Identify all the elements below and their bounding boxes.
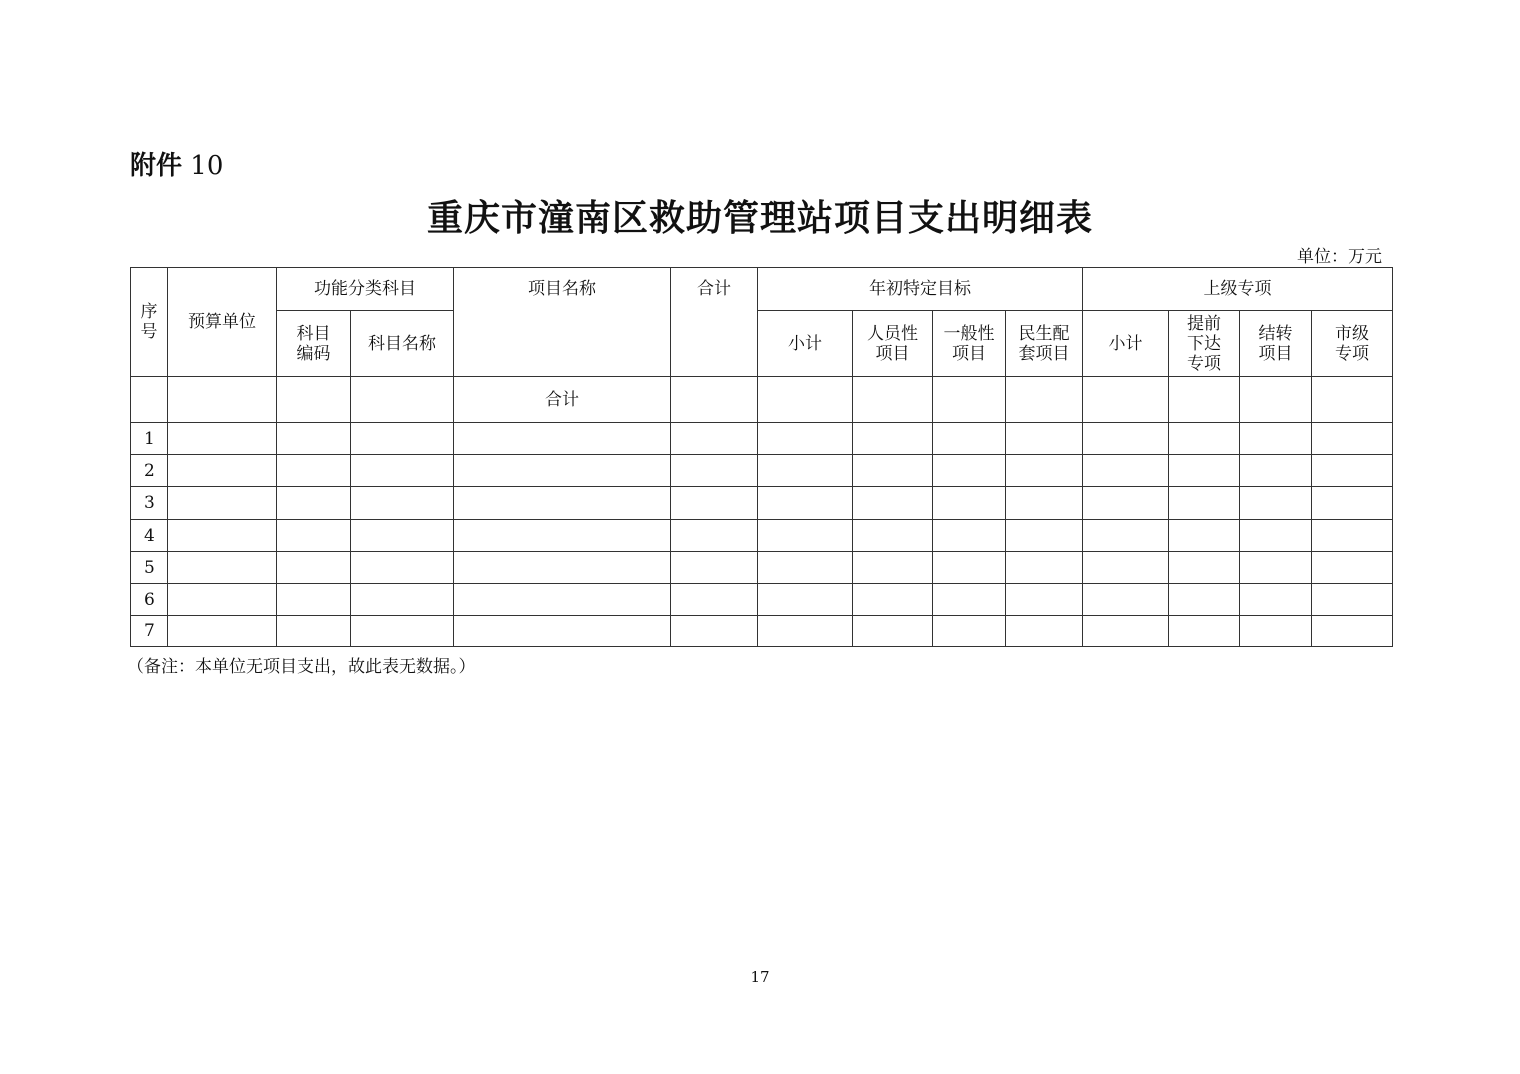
header-budget-unit: 预算单位 (168, 268, 277, 377)
cell (671, 520, 758, 552)
cell (853, 616, 933, 647)
cell (1169, 455, 1240, 487)
cell (1083, 487, 1169, 520)
cell (1312, 616, 1393, 647)
unit-label: 单位：万元 (1297, 247, 1382, 267)
header-project-name (454, 268, 671, 377)
header-subtotal-2: 小计 (1083, 311, 1169, 377)
cell (351, 520, 454, 552)
header-function-class: 功能分类科目 (277, 268, 454, 311)
cell (1312, 455, 1393, 487)
cell (1169, 520, 1240, 552)
cell (853, 455, 933, 487)
cell (1006, 552, 1083, 584)
cell (1240, 377, 1312, 423)
cell (168, 552, 277, 584)
attachment-number: 10 (190, 151, 224, 181)
cell (1312, 520, 1393, 552)
page-number: 17 (750, 968, 770, 986)
cell (1312, 584, 1393, 616)
table-row (131, 423, 1393, 455)
cell (933, 520, 1006, 552)
total-row (131, 377, 1393, 423)
cell (933, 423, 1006, 455)
cell (351, 552, 454, 584)
cell (1240, 487, 1312, 520)
cell (853, 552, 933, 584)
header-general (933, 311, 1006, 377)
cell (168, 584, 277, 616)
table-row (131, 584, 1393, 616)
table-row (131, 520, 1393, 552)
cell (1240, 520, 1312, 552)
header-annual-target: 年初特定目标 (758, 268, 1083, 311)
header-livelihood (1006, 311, 1083, 377)
cell (277, 616, 351, 647)
cell (1083, 455, 1169, 487)
cell (168, 377, 277, 423)
row-seq: 1 (131, 423, 168, 455)
cell (933, 455, 1006, 487)
cell (758, 552, 853, 584)
cell (671, 616, 758, 647)
cell (277, 455, 351, 487)
header-subject-code-text: 科目编码 (296, 323, 331, 364)
row-seq: 4 (131, 520, 168, 552)
cell (1083, 377, 1169, 423)
cell (454, 423, 671, 455)
cell (933, 584, 1006, 616)
total-row-label: 合计 (454, 377, 671, 423)
cell (168, 616, 277, 647)
expenditure-table (130, 267, 1393, 647)
cell (671, 584, 758, 616)
cell (277, 377, 351, 423)
cell (853, 584, 933, 616)
cell (1240, 455, 1312, 487)
header-carryover (1240, 311, 1312, 377)
cell (933, 377, 1006, 423)
cell (1240, 552, 1312, 584)
cell (1169, 377, 1240, 423)
cell (671, 377, 758, 423)
header-carryover-text: 结转项目 (1258, 323, 1293, 364)
cell (933, 616, 1006, 647)
header-personnel (853, 311, 933, 377)
cell (853, 377, 933, 423)
cell (758, 520, 853, 552)
cell (168, 455, 277, 487)
cell (1312, 423, 1393, 455)
cell (1169, 616, 1240, 647)
cell (454, 455, 671, 487)
table-row (131, 455, 1393, 487)
table-row (131, 487, 1393, 520)
cell (1312, 487, 1393, 520)
cell (1312, 377, 1393, 423)
cell (277, 584, 351, 616)
header-advance (1169, 311, 1240, 377)
cell (351, 377, 454, 423)
attachment-text: 附件 (130, 151, 183, 181)
cell (933, 552, 1006, 584)
cell (454, 552, 671, 584)
cell (1083, 423, 1169, 455)
table-row (131, 552, 1393, 584)
cell (758, 487, 853, 520)
cell (1006, 423, 1083, 455)
cell (277, 487, 351, 520)
row-seq: 5 (131, 552, 168, 584)
cell (853, 487, 933, 520)
cell (1083, 520, 1169, 552)
cell (454, 520, 671, 552)
cell (758, 377, 853, 423)
cell (168, 520, 277, 552)
cell (454, 616, 671, 647)
header-city-special (1312, 311, 1393, 377)
cell (1083, 616, 1169, 647)
cell (1240, 584, 1312, 616)
row-seq: 3 (131, 487, 168, 520)
header-subject-code (277, 311, 351, 377)
cell (168, 487, 277, 520)
header-city-special-text: 市级专项 (1335, 323, 1369, 364)
cell (1006, 520, 1083, 552)
cell (853, 423, 933, 455)
cell (351, 455, 454, 487)
cell (671, 455, 758, 487)
cell (1006, 455, 1083, 487)
cell (131, 377, 168, 423)
header-total (671, 268, 758, 377)
cell (351, 423, 454, 455)
footnote: （备注：本单位无项目支出，故此表无数据。） (127, 657, 476, 677)
cell (933, 487, 1006, 520)
table-row (131, 616, 1393, 647)
header-personnel-text: 人员性项目 (867, 323, 918, 364)
cell (1169, 487, 1240, 520)
row-seq: 6 (131, 584, 168, 616)
header-seq-text: 序号 (140, 302, 158, 342)
cell (1083, 584, 1169, 616)
header-upper-special: 上级专项 (1083, 268, 1393, 311)
cell (1312, 552, 1393, 584)
cell (1240, 616, 1312, 647)
cell (351, 616, 454, 647)
cell (671, 423, 758, 455)
row-seq: 7 (131, 616, 168, 647)
cell (1240, 423, 1312, 455)
cell (758, 423, 853, 455)
cell (671, 552, 758, 584)
cell (454, 487, 671, 520)
cell (277, 520, 351, 552)
header-total-text: 合计 (697, 279, 731, 299)
cell (671, 487, 758, 520)
cell (351, 584, 454, 616)
cell (1006, 616, 1083, 647)
cell (277, 552, 351, 584)
cell (758, 455, 853, 487)
cell (454, 584, 671, 616)
cell (1006, 584, 1083, 616)
header-subject-name: 科目名称 (351, 311, 454, 377)
cell (758, 584, 853, 616)
cell (1083, 552, 1169, 584)
cell (1169, 423, 1240, 455)
cell (351, 487, 454, 520)
header-general-text: 一般性项目 (943, 323, 995, 364)
header-subtotal: 小计 (758, 311, 853, 377)
cell (853, 520, 933, 552)
header-project-name-text: 项目名称 (528, 279, 596, 299)
header-advance-text: 提前下达专项 (1187, 313, 1221, 374)
row-seq: 2 (131, 455, 168, 487)
cell (758, 616, 853, 647)
header-livelihood-text: 民生配套项目 (1018, 323, 1070, 364)
cell (277, 423, 351, 455)
attachment-label (130, 145, 223, 182)
cell (1006, 487, 1083, 520)
cell (1169, 552, 1240, 584)
cell (1006, 377, 1083, 423)
cell (168, 423, 277, 455)
document-title: 重庆市潼南区救助管理站项目支出明细表 (426, 197, 1093, 239)
header-seq (131, 268, 168, 377)
cell (1169, 584, 1240, 616)
